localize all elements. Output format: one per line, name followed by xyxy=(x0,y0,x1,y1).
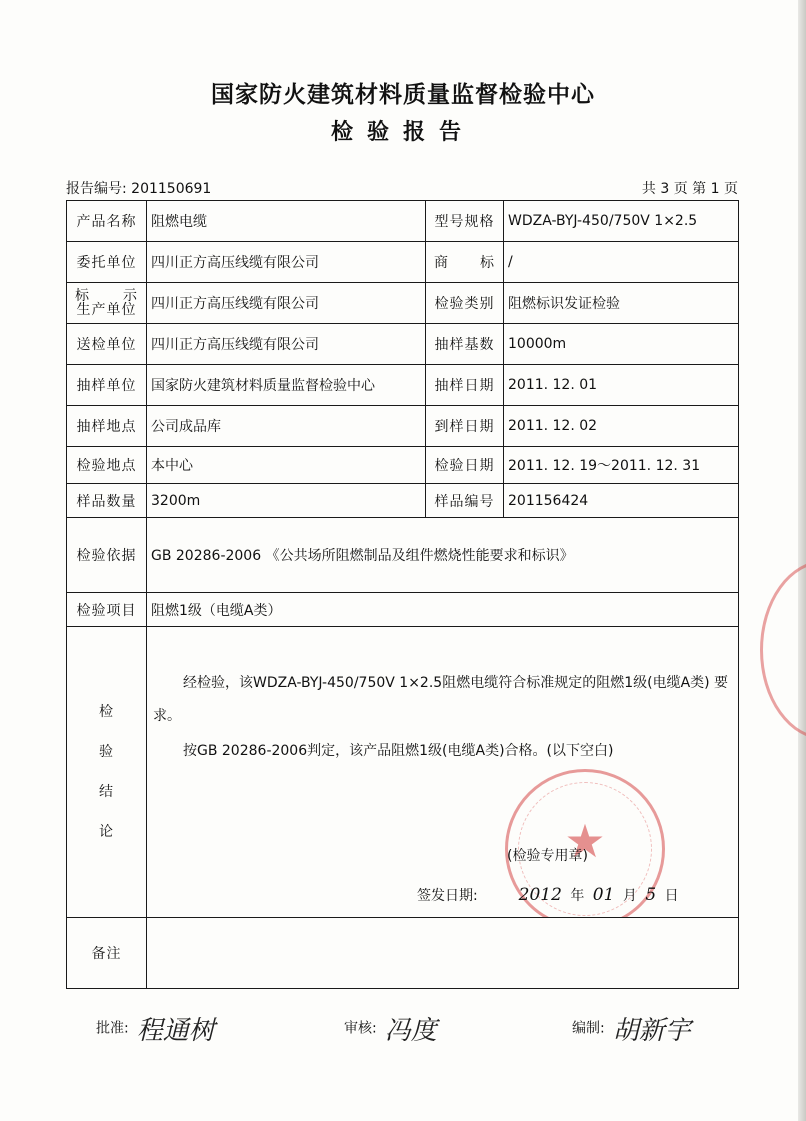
issue-date-label: 签发日期: xyxy=(417,888,478,904)
trademark-value: / xyxy=(504,242,739,283)
remarks-label: 备注 xyxy=(67,918,147,989)
issue-day: 5 xyxy=(645,885,657,905)
reviewer xyxy=(344,1010,437,1047)
arrival-date-label: 到样日期 xyxy=(426,406,504,447)
table-row xyxy=(67,242,739,283)
meta-row xyxy=(66,178,738,200)
sampling-unit-label: 抽样单位 xyxy=(67,365,147,406)
table-row xyxy=(67,518,739,593)
report-title: 检验报告 xyxy=(330,120,475,145)
model-spec-value: WDZA-BYJ-450/750V 1×2.5 xyxy=(504,201,739,242)
product-name-value: 阻燃电缆 xyxy=(147,201,426,242)
inspection-date-label: 检验日期 xyxy=(426,447,504,484)
side-seal-icon xyxy=(760,560,806,740)
issue-date: 签发日期: 2012 年 01 月 5 日 xyxy=(417,885,679,905)
page-edge xyxy=(798,0,806,1121)
compiler xyxy=(572,1010,691,1047)
items-label: 检验项目 xyxy=(67,593,147,627)
review-label: 审核: xyxy=(344,1020,377,1037)
table-row xyxy=(67,918,739,989)
sampling-base-label: 抽样基数 xyxy=(426,324,504,365)
table-row xyxy=(67,201,739,242)
client-value: 四川正方高压线缆有限公司 xyxy=(147,242,426,283)
report-number xyxy=(66,178,211,200)
conclusion-label: 检 验 结 论 xyxy=(67,627,147,918)
sample-no-label: 样品编号 xyxy=(426,484,504,518)
inspection-place-value: 本中心 xyxy=(147,447,426,484)
table-row xyxy=(67,447,739,484)
table-row xyxy=(67,593,739,627)
submitter-label: 送检单位 xyxy=(67,324,147,365)
signature-block xyxy=(96,1010,736,1050)
sample-qty-value: 3200m xyxy=(147,484,426,518)
arrival-date-value: 2011. 12. 02 xyxy=(504,406,739,447)
sampling-date-label: 抽样日期 xyxy=(426,365,504,406)
report-number-value: 201150691 xyxy=(131,181,212,197)
conclusion-paragraph-2: 按GB 20286-2006判定，该产品阻燃1级(电缆A类)合格。(以下空白) xyxy=(183,743,614,759)
report-table xyxy=(66,200,739,989)
conclusion-row xyxy=(67,627,739,918)
basis-value: GB 20286-2006 《公共场所阻燃制品及组件燃烧性能要求和标识》 xyxy=(147,518,739,593)
sampling-date-value: 2011. 12. 01 xyxy=(504,365,739,406)
table-row xyxy=(67,283,739,324)
remarks-value xyxy=(147,918,739,989)
model-spec-label: 型号规格 xyxy=(426,201,504,242)
report-number-label: 报告编号: xyxy=(66,181,127,197)
org-title: 国家防火建筑材料质量监督检验中心 xyxy=(211,82,595,108)
inspection-type-value: 阻燃标识发证检验 xyxy=(504,283,739,324)
inspection-type-label: 检验类别 xyxy=(426,283,504,324)
table-row xyxy=(67,365,739,406)
sampling-place-value: 公司成品库 xyxy=(147,406,426,447)
approve-signature: 程通树 xyxy=(136,1016,215,1046)
compile-label: 编制: xyxy=(572,1020,605,1037)
issue-month: 01 xyxy=(592,885,615,905)
inspection-place-label: 检验地点 xyxy=(67,447,147,484)
sample-no-value: 201156424 xyxy=(504,484,739,518)
trademark-label: 商 标 xyxy=(426,242,504,283)
submitter-value: 四川正方高压线缆有限公司 xyxy=(147,324,426,365)
items-value: 阻燃1级（电缆A类） xyxy=(147,593,739,627)
inspection-date-value: 2011. 12. 19～2011. 12. 31 xyxy=(504,447,739,484)
sampling-unit-value: 国家防火建筑材料质量监督检验中心 xyxy=(147,365,426,406)
approver xyxy=(96,1010,215,1047)
conclusion-content xyxy=(147,627,739,918)
product-name-label: 产品名称 xyxy=(67,201,147,242)
sampling-place-label: 抽样地点 xyxy=(67,406,147,447)
basis-label: 检验依据 xyxy=(67,518,147,593)
sampling-base-value: 10000m xyxy=(504,324,739,365)
page-count: 共 3 页 第 1 页 xyxy=(641,181,738,197)
compile-signature: 胡新宇 xyxy=(612,1016,691,1046)
approve-label: 批准: xyxy=(96,1020,129,1037)
sample-qty-label: 样品数量 xyxy=(67,484,147,518)
table-row xyxy=(67,406,739,447)
producer-value: 四川正方高压线缆有限公司 xyxy=(147,283,426,324)
seal-star-icon: ★ xyxy=(564,814,606,868)
table-row xyxy=(67,324,739,365)
producer-label: 标 示 生产单位 xyxy=(67,283,147,324)
review-signature: 冯度 xyxy=(384,1016,437,1046)
conclusion-paragraph-1: 经检验，该WDZA-BYJ-450/750V 1×2.5阻燃电缆符合标准规定的阻燃1级(电缆A类) 要求。 xyxy=(153,675,729,724)
issue-year: 2012 xyxy=(518,885,562,905)
title-block xyxy=(0,80,806,148)
client-label: 委托单位 xyxy=(67,242,147,283)
seal-note: (检验专用章) xyxy=(507,848,588,864)
table-row xyxy=(67,484,739,518)
